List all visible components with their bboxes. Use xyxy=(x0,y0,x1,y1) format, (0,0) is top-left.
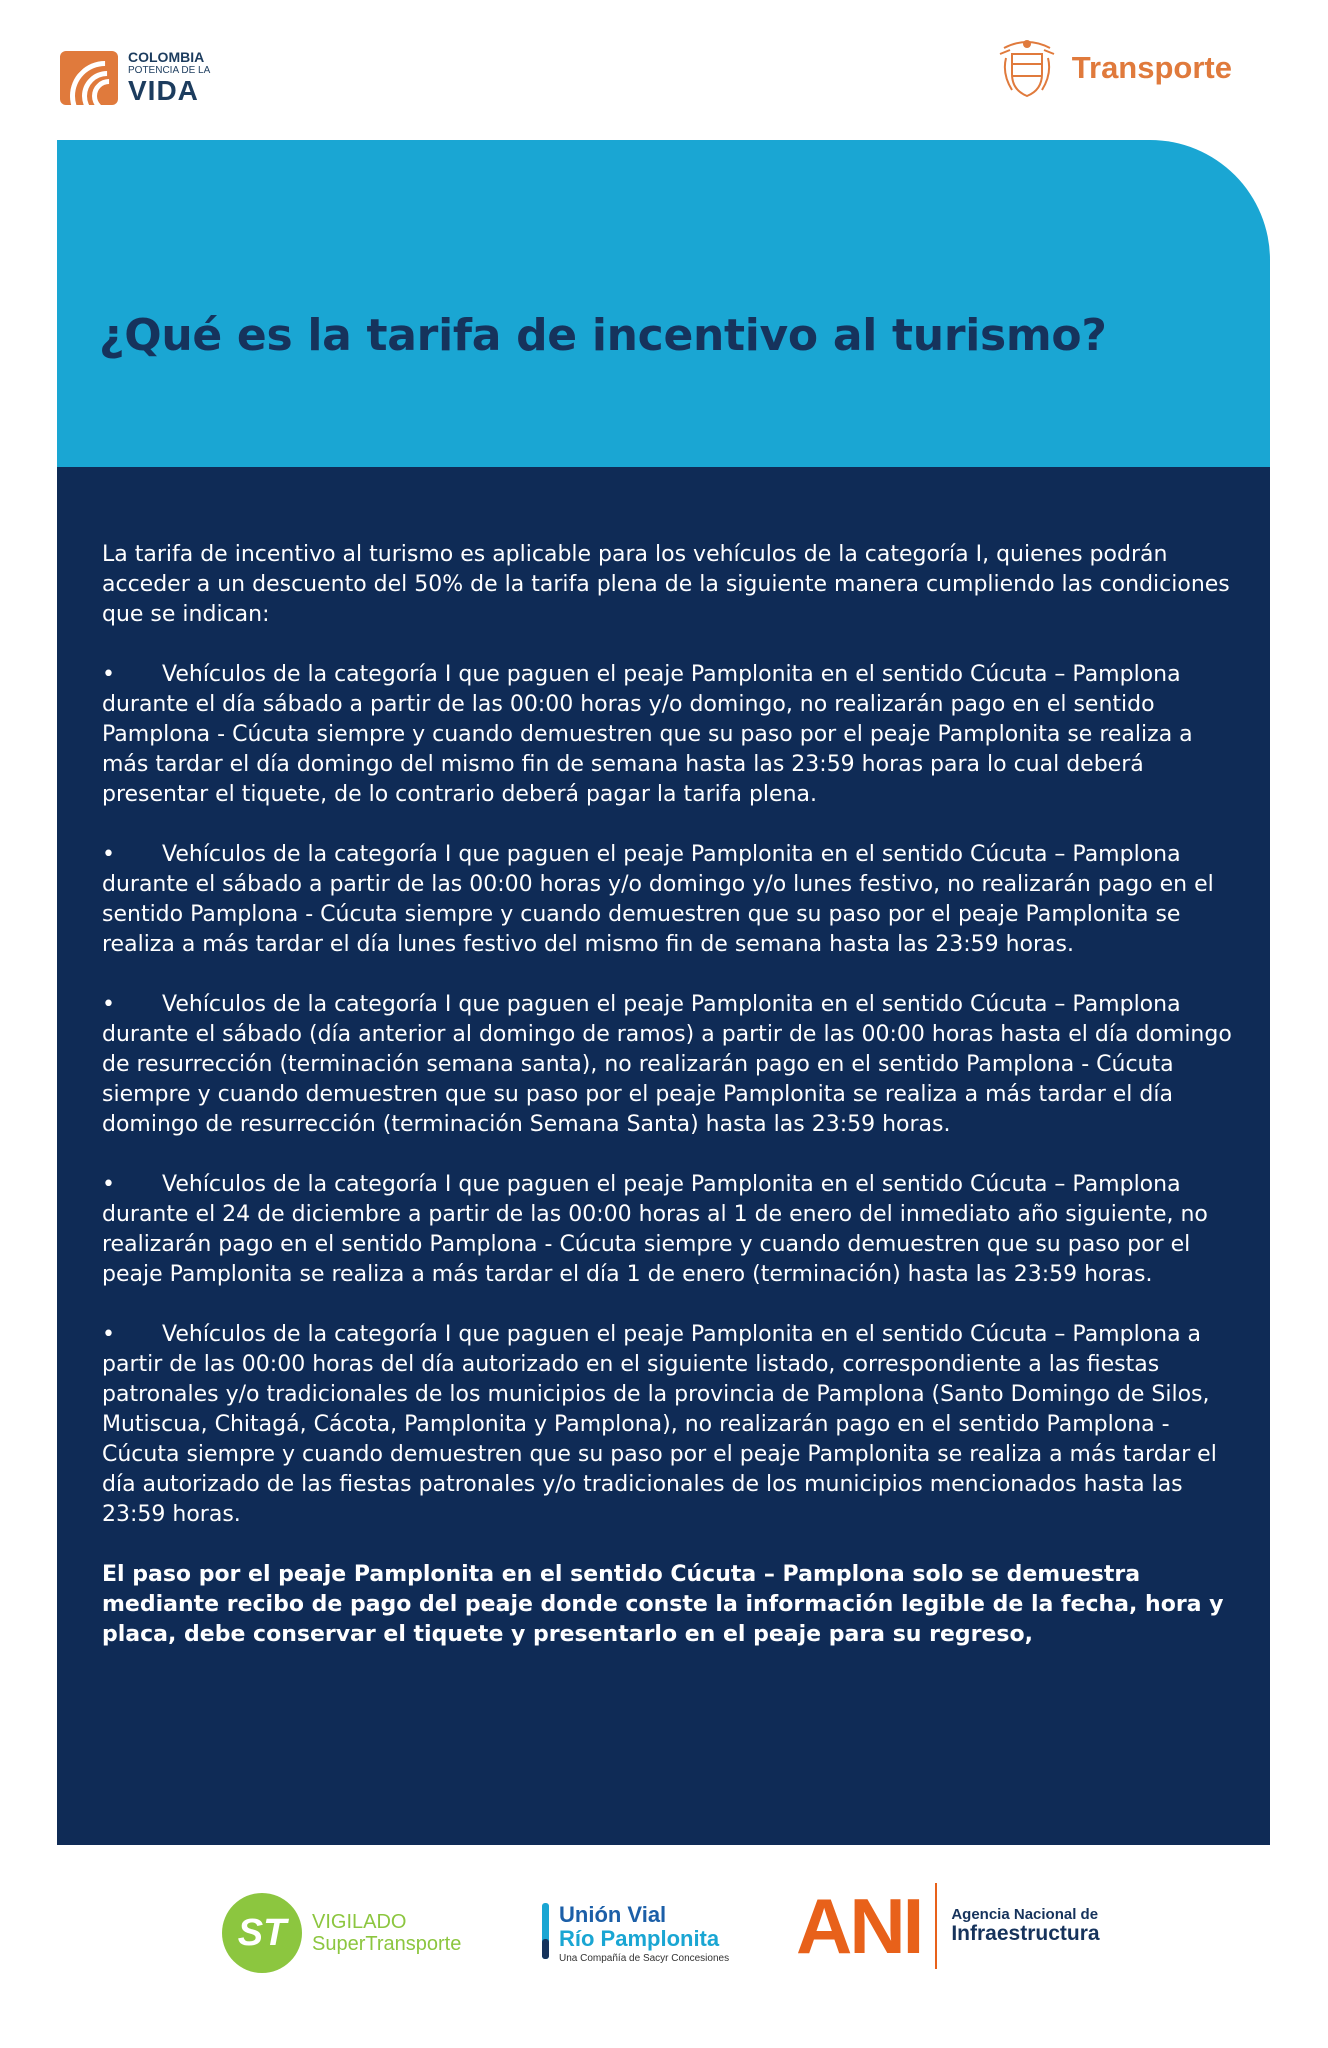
bullet-text: Vehículos de la categoría I que paguen el peaje Pamplonita en el sentido Cúcuta – Pamplona durante el día sábado a partir de las 00:00 horas y/o domingo, no realizarán pago en el sentido Pamplona - Cúcuta siempre y cuando demuestren que su paso por el peaje Pamplonita se realiza a más tardar el día domingo del mismo fin de semana hasta las 23:59 horas para lo cual deberá presentar el tiquete, de lo contrario deberá pagar la tarifa plena. xyxy=(102,662,1200,807)
ministry-logo xyxy=(994,34,1232,102)
intro-paragraph: La tarifa de incentivo al turismo es aplicable para los vehículos de la categoría I, quienes podrán acceder a un descuento del 50% de la tarifa plena de la siguiente manera cumpliendo las condiciones que se indican: xyxy=(102,542,1230,627)
gov-logo-line1: COLOMBIA xyxy=(128,49,205,65)
supertransporte-logo xyxy=(222,1893,461,1973)
bullet-dot: • xyxy=(102,992,115,1017)
ani-divider xyxy=(935,1883,937,1969)
content-panel xyxy=(57,467,1270,1845)
page-header xyxy=(0,0,1328,140)
supertransporte-label: SuperTransporte xyxy=(312,1933,462,1955)
colombia-potencia-de-la-vida-logo xyxy=(60,50,210,105)
bullet-text: Vehículos de la categoría I que paguen el peaje Pamplonita en el sentido Cúcuta – Pamplona durante el sábado (día anterior al domingo de ramos) a partir de las 00:00 horas hasta el día domingo de resurrección (terminación semana santa), no realizarán pago en el sentido Pamplona - Cúcuta siempre y cuando demuestren que su paso por el peaje Pamplonita se realiza a más tardar el día domingo de resurrección (terminación Semana Santa) hasta las 23:59 horas. xyxy=(102,992,1239,1137)
bullet-text: Vehículos de la categoría I que paguen el peaje Pamplonita en el sentido Cúcuta – Pamplona a partir de las 00:00 horas del día autorizado en el siguiente listado, correspondiente a las fiestas patronales y/o tradicionales de los municipios de la provincia de Pamplona (Santo Domingo de Silos, Mutiscua, Chitagá, Cácota, Pamplonita y Pamplona), no realizarán pago en el sentido Pamplona - Cúcuta siempre y cuando demuestren que su paso por el peaje Pamplonita se realiza a más tardar el día autorizado de las fiestas patronales y/o tradicionales de los municipios mencionados hasta las 23:59 horas. xyxy=(102,1322,1224,1527)
content-text xyxy=(102,540,1242,1680)
page-title: ¿Qué es la tarifa de incentivo al turismo? xyxy=(99,310,1107,361)
ani-logo xyxy=(796,1883,1100,1969)
vigilado-label: VIGILADO xyxy=(312,1911,407,1933)
page-footer xyxy=(0,1845,1328,2048)
bullet-item xyxy=(102,660,1242,810)
government-mark-icon xyxy=(60,51,118,105)
gov-logo-line3: VIDA xyxy=(128,75,199,106)
ani-mark-icon: ANI xyxy=(796,1882,922,1970)
bullet-text: Vehículos de la categoría I que paguen el peaje Pamplonita en el sentido Cúcuta – Pamplona durante el 24 de diciembre a partir de las 00:00 horas al 1 de enero del inmediato año siguiente, no realizarán pago en el sentido Pamplona - Cúcuta siempre y cuando demuestren que su paso por el peaje Pamplonita se realiza a más tardar el día 1 de enero (terminación) hasta las 23:59 horas. xyxy=(102,1172,1215,1287)
title-band xyxy=(57,140,1270,467)
bullet-item xyxy=(102,990,1242,1140)
ministry-name: Transporte xyxy=(1071,50,1232,85)
supertransporte-mark-icon: ST xyxy=(222,1893,302,1973)
closing-note: El paso por el peaje Pamplonita en el sentido Cúcuta – Pamplona solo se demuestra mediante recibo de pago del peaje donde conste la información legible de la fecha, hora y placa, debe conservar el tiquete y presentarlo en el peaje para su regreso, xyxy=(102,1562,1224,1647)
bullet-item xyxy=(102,840,1242,960)
bullet-dot: • xyxy=(102,1172,115,1197)
bullet-dot: • xyxy=(102,842,115,867)
union-vial-tagline: Una Compañía de Sacyr Concesiones xyxy=(559,1953,730,1965)
union-vial-mark-icon xyxy=(542,1903,549,1959)
bullet-item xyxy=(102,1320,1242,1530)
gov-logo-line2: POTENCIA DE LA xyxy=(128,65,211,76)
ani-line2: Infraestructura xyxy=(951,1921,1100,1945)
bullet-item xyxy=(102,1170,1242,1290)
ani-line1: Agencia Nacional de xyxy=(951,1906,1099,1924)
union-vial-line1: Unión Vial xyxy=(559,1902,667,1927)
union-vial-line2: Río Pamplonita xyxy=(559,1926,720,1952)
union-vial-logo xyxy=(542,1903,729,1964)
bullet-dot: • xyxy=(102,662,115,687)
bullet-text: Vehículos de la categoría I que paguen el peaje Pamplonita en el sentido Cúcuta – Pamplona durante el sábado a partir de las 00:00 horas y/o domingo y/o lunes festivo, no realizarán pago en el sentido Pamplona - Cúcuta siempre y cuando demuestren que su paso por el peaje Pamplonita se realiza a más tardar el día lunes festivo del mismo fin de semana hasta las 23:59 horas. xyxy=(102,842,1221,957)
coat-of-arms-icon xyxy=(994,34,1060,102)
bullet-dot: • xyxy=(102,1322,115,1347)
